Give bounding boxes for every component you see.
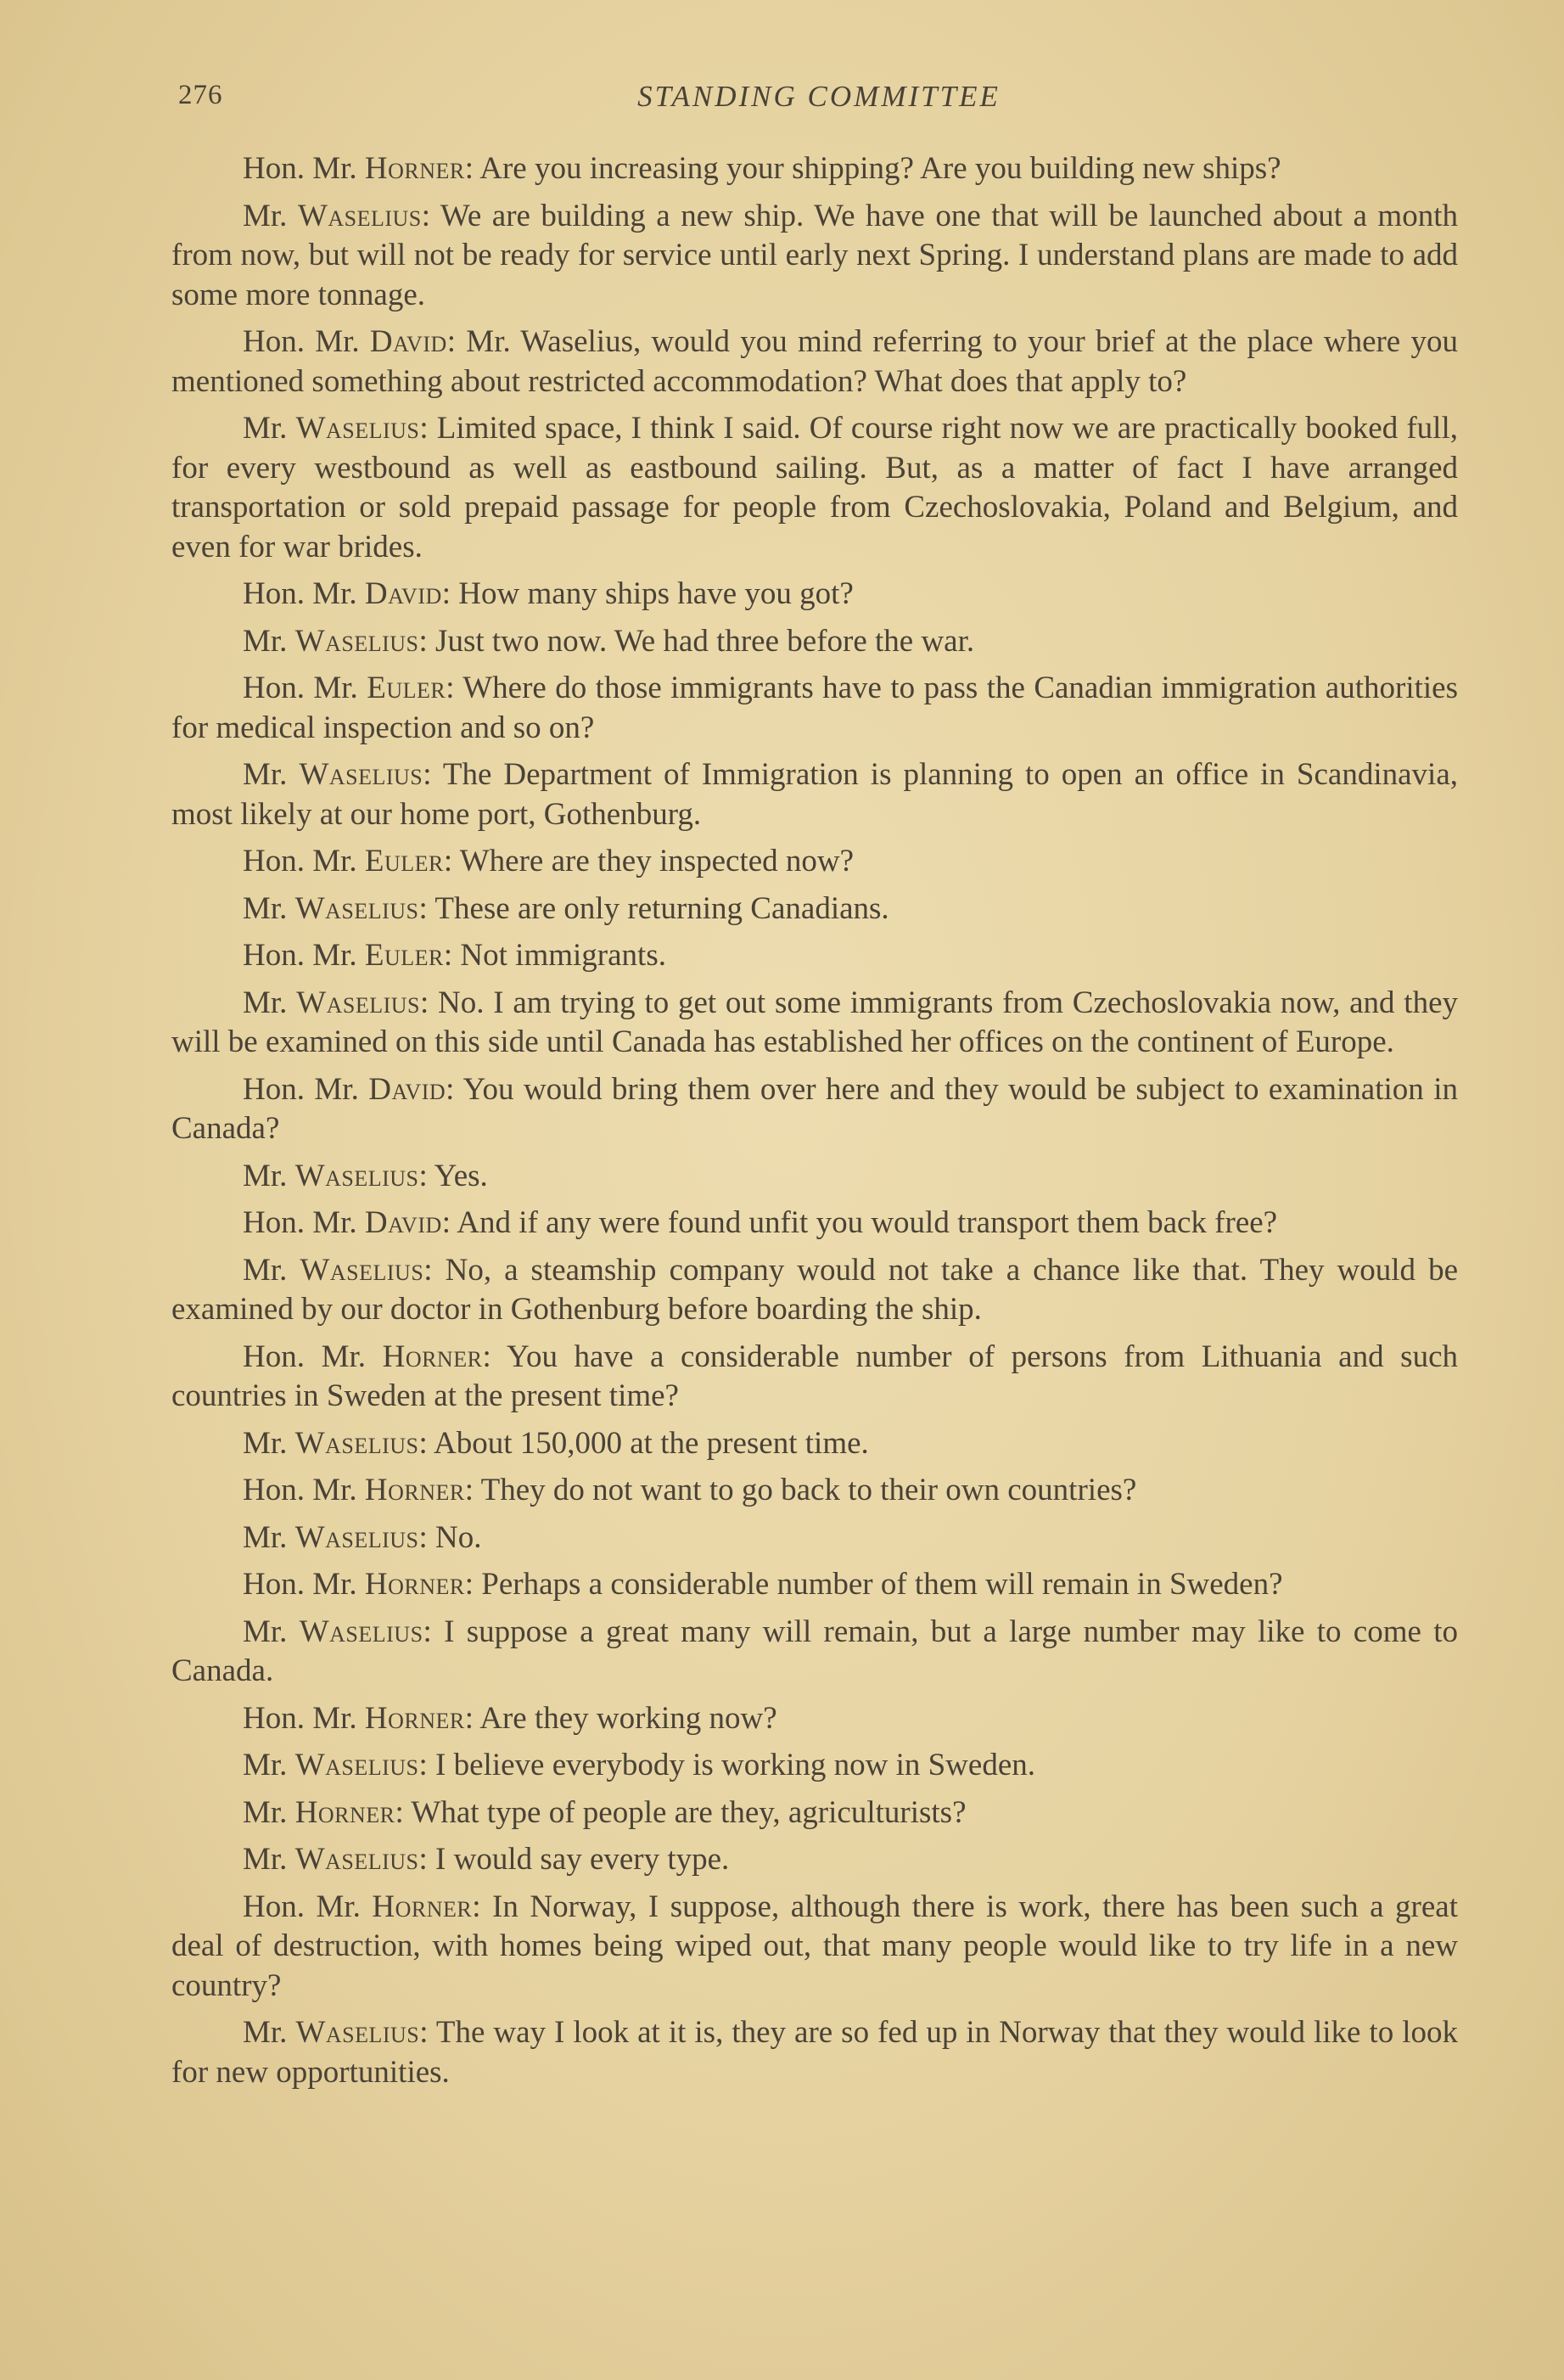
speaker-title: Mr. — [243, 1158, 295, 1193]
transcript-paragraph — [171, 1204, 1458, 1243]
speech-text: : I suppose a great many will remain, but a large number may like to come to Canada. — [171, 1614, 1458, 1688]
transcript-paragraph — [171, 1565, 1458, 1605]
speech-text: : Perhaps a considerable number of them will remain in Sweden? — [464, 1567, 1283, 1602]
speaker-name: David — [368, 1071, 446, 1107]
speaker-title: Mr. — [243, 198, 298, 233]
speaker-title: Hon. Mr. — [243, 671, 367, 705]
speaker-title: Hon. Mr. — [243, 1889, 373, 1924]
transcript-paragraph — [171, 1471, 1458, 1511]
speaker-title: Mr. — [243, 1748, 295, 1782]
speech-text: : I believe everybody is working now in Sweden. — [418, 1748, 1036, 1782]
speaker-title: Hon. Mr. — [243, 1205, 365, 1240]
speaker-title: Mr. — [243, 1425, 295, 1461]
speaker-title: Hon. Mr. — [243, 1567, 365, 1602]
transcript-paragraph — [171, 1746, 1458, 1786]
speaker-name: Waselius — [299, 757, 423, 792]
speaker-title: Hon. Mr. — [243, 1473, 365, 1507]
speech-text: : I would say every type. — [418, 1842, 730, 1877]
transcript-paragraph — [171, 984, 1458, 1063]
speaker-title: Mr. — [243, 985, 297, 1020]
speaker-title: Hon. Mr. — [243, 1071, 369, 1107]
transcript-paragraph — [171, 669, 1458, 748]
speech-text: : Yes. — [418, 1158, 488, 1193]
speech-text: : And if any were found unfit you would transport them back free? — [441, 1205, 1278, 1240]
transcript-paragraph — [171, 323, 1458, 401]
transcript-paragraph — [171, 1424, 1458, 1464]
transcript-paragraph — [171, 1613, 1458, 1692]
speech-text: : Mr. Waselius, would you mind referring to your brief at the place where you mentioned something about restricted accommodation? What does that apply to? — [171, 324, 1458, 399]
speaker-name: Euler — [364, 844, 444, 878]
speaker-name: Waselius — [294, 1519, 419, 1555]
page-number: 276 — [178, 80, 223, 110]
speaker-name: Waselius — [294, 1842, 419, 1877]
speaker-title: Hon. Mr. — [243, 1339, 383, 1374]
transcript-paragraph — [171, 842, 1458, 882]
speaker-title: Hon. Mr. — [243, 844, 365, 878]
transcript-paragraph — [171, 2013, 1458, 2092]
transcript-paragraph — [171, 1699, 1458, 1739]
speaker-title: Mr. — [243, 890, 295, 926]
transcript-paragraph — [171, 755, 1458, 834]
speech-text: : The way I look at it is, they are so fed up in Norway that they would like to look for new opportunities. — [171, 2015, 1458, 2090]
speech-text: : Just two now. We had three before the war. — [418, 623, 975, 659]
speaker-title: Mr. — [243, 1794, 295, 1830]
speech-text: : No. I am trying to get out some immigrants from Czechoslovakia now, and they will be examined on this side until Canada has established her offices on the continent of Europe. — [171, 985, 1458, 1059]
speaker-name: David — [364, 576, 442, 611]
speech-text: : Limited space, I think I said. Of course right now we are practically booked full, for every westbound as well as eastbound sailing. But, as a matter of fact I have arranged transportation or sold prepaid passage for people from Czechoslovakia, Poland and Belgium, and even for war brides. — [171, 411, 1458, 564]
speaker-name: Euler — [367, 671, 446, 705]
speaker-name: Waselius — [295, 411, 420, 446]
speaker-name: Waselius — [296, 985, 421, 1020]
speaker-title: Mr. — [243, 2015, 296, 2050]
speaker-name: Horner — [372, 1889, 473, 1924]
speech-text: : Not immigrants. — [443, 938, 666, 973]
speaker-name: David — [369, 324, 447, 359]
speaker-name: Horner — [364, 151, 465, 186]
transcript-paragraph — [171, 1888, 1458, 2007]
speaker-name: Horner — [364, 1473, 465, 1507]
speaker-title: Mr. — [243, 1519, 295, 1555]
speaker-name: Waselius — [294, 1748, 419, 1782]
speaker-name: Waselius — [299, 1614, 423, 1649]
speaker-title: Hon. Mr. — [243, 1700, 365, 1736]
speech-text: : No, a steamship company would not take a chance like that. They would be examined by our doctor in Gothenburg before boarding the ship. — [171, 1252, 1458, 1327]
speaker-title: Mr. — [243, 1614, 300, 1649]
transcript-paragraph — [171, 409, 1458, 567]
speaker-title: Mr. — [243, 757, 300, 792]
speech-text: : We are building a new ship. We have one that will be launched about a month from now, but will not be ready for service until early next Spring. I understand plans are made to add some more tonnage. — [171, 198, 1458, 312]
speech-text: : Are you increasing your shipping? Are you building new ships? — [464, 151, 1281, 186]
transcript-paragraph — [171, 1338, 1458, 1417]
speech-text: : The Department of Immigration is planning to open an office in Scandinavia, most likely at our home port, Gothenburg. — [171, 757, 1459, 832]
speech-text: : You would bring them over here and they would be subject to examination in Canada? — [171, 1071, 1458, 1146]
speaker-title: Hon. Mr. — [243, 576, 365, 611]
transcript-paragraph — [171, 197, 1458, 316]
speaker-title: Mr. — [243, 1252, 300, 1288]
speech-text: : They do not want to go back to their own countries? — [464, 1473, 1137, 1507]
transcript-paragraph — [171, 575, 1458, 615]
transcript-paragraph — [171, 622, 1458, 662]
speaker-title: Hon. Mr. — [243, 151, 365, 186]
transcript-paragraph — [171, 1793, 1458, 1833]
page-header — [178, 76, 1460, 127]
speaker-name: Waselius — [294, 890, 419, 926]
speech-text: : You have a considerable number of persons from Lithuania and such countries in Sweden at the present time? — [171, 1339, 1458, 1413]
speech-text: : These are only returning Canadians. — [418, 890, 889, 926]
transcript-paragraph — [171, 1157, 1458, 1197]
transcript-paragraph — [171, 1840, 1458, 1880]
speech-text: : Where are they inspected now? — [443, 844, 855, 878]
transcript-paragraph — [171, 149, 1458, 189]
speaker-name: Waselius — [294, 1158, 419, 1193]
speaker-title: Hon. Mr. — [243, 324, 370, 359]
speaker-name: Horner — [382, 1339, 483, 1374]
speech-text: : Where do those immigrants have to pass the Canadian immigration authorities for medical inspection and so on? — [171, 671, 1458, 745]
speech-text: : No. — [418, 1519, 482, 1555]
speaker-name: Waselius — [297, 198, 422, 233]
transcript-paragraph — [171, 1070, 1458, 1149]
speech-text: : Are they working now? — [464, 1700, 777, 1736]
speaker-title: Mr. — [243, 411, 296, 446]
speaker-title: Hon. Mr. — [243, 938, 365, 973]
speaker-name: Waselius — [295, 2015, 420, 2050]
running-head: STANDING COMMITTEE — [637, 80, 1001, 113]
speaker-name: Waselius — [294, 623, 419, 659]
speaker-name: Euler — [364, 938, 444, 973]
transcript-paragraph — [171, 936, 1458, 976]
speaker-name: Waselius — [300, 1252, 424, 1288]
speaker-name: Horner — [364, 1700, 465, 1736]
transcript-paragraph — [171, 890, 1458, 929]
speaker-name: Horner — [364, 1567, 465, 1602]
transcript-paragraph — [171, 1251, 1458, 1330]
speaker-name: David — [364, 1205, 442, 1240]
transcript-paragraph — [171, 1518, 1458, 1558]
speech-text: : About 150,000 at the present time. — [418, 1425, 869, 1461]
speaker-title: Mr. — [243, 1842, 295, 1877]
transcript-body — [171, 149, 1458, 2100]
speech-text: : How many ships have you got? — [441, 576, 854, 611]
speech-text: : What type of people are they, agriculturists? — [395, 1794, 967, 1830]
speech-text: : In Norway, I suppose, although there is work, there has been such a great deal of destruction, with homes being wiped out, that many people would like to try life in a new country? — [171, 1889, 1458, 2003]
speaker-name: Horner — [294, 1794, 395, 1830]
speaker-title: Mr. — [243, 623, 295, 659]
speaker-name: Waselius — [294, 1425, 419, 1461]
